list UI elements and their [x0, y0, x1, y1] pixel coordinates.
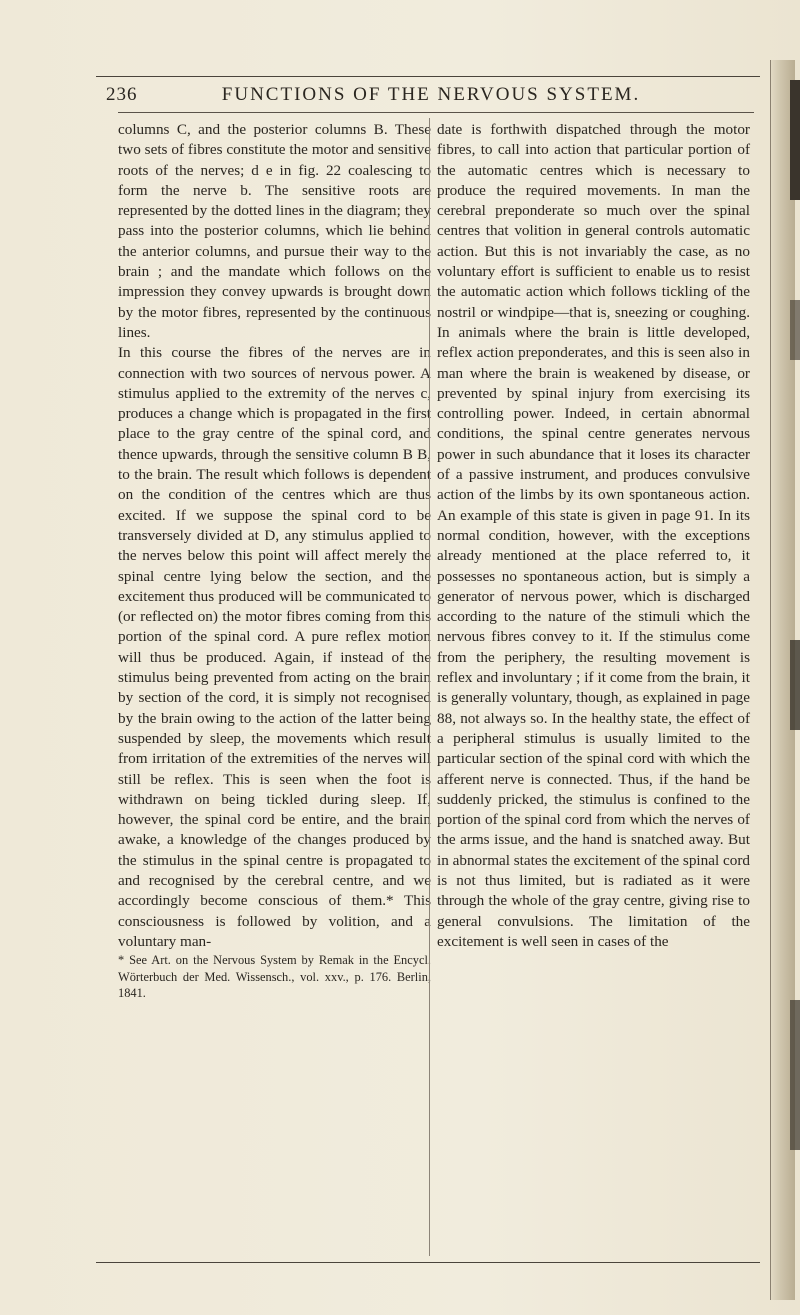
edge-shadow-mark — [790, 1000, 800, 1150]
footnote: * See Art. on the Nervous System by Remak in the Encycl. Wörterbuch der Med. Wissensch., vol. xxv., p. 176. Berlin, 1841. — [118, 953, 431, 1000]
page-number: 236 — [106, 84, 138, 105]
top-border-line — [96, 76, 760, 77]
left-column — [118, 120, 431, 1001]
right-column — [437, 120, 750, 952]
right-paragraph-1: date is forthwith dispatched through the motor fibres, to call into action that particular portion of the automatic centres which is necessary to produce the required movements. In man the cerebral preponderate so much over the spinal centres that volition in general controls automatic action. But this is not invariably the case, as no voluntary effort is sufficient to enable us to resist the automatic action which follows tickling of the nostril or windpipe—that is, sneezing or coughing. In animals where the brain is little developed, reflex action preponderates, and this is seen also in man where the brain is weakened by disease, or prevented by spinal injury from exercising its controlling power. Indeed, in certain abnormal conditions, the spinal centre generates nervous power in such abundance that it loses its character of a passive instrument, and produces convulsive action of the limbs by its own spontaneous action. An example of this state is given in page 91. In its normal condition, however, with the exceptions already mentioned at the place referred to, it possesses no spontaneous action, but is simply a generator of nervous power, which is discharged according to the nature of the stimuli which the nervous fibres convey to it. If the stimulus come from the periphery, the resulting movement is reflex and involuntary ; if it come from the brain, it is generally voluntary, though, as explained in page 88, not always so. In the healthy state, the effect of a peripheral stimulus is usually limited to the particular section of the spinal cord with which the afferent nerve is connected. Thus, if the hand be suddenly pricked, the stimulus is confined to the portion of the spinal cord from which the nerves of the arms issue, and the hand is snatched away. But in abnormal states the excitement of the spinal cord is not thus limited, but is radiated as it were through the whole of the gray centre, giving rise to general convulsions. The limitation of the excitement is well seen in cases of the — [437, 121, 750, 950]
page-header — [106, 84, 756, 114]
edge-shadow-mark — [790, 80, 800, 200]
bottom-border-line — [96, 1262, 760, 1263]
header-rule — [118, 112, 754, 113]
left-paragraph-1: columns C, and the posterior columns B. These two sets of fibres constitute the motor and sensitive roots of the nerves; d e in fig. 22 coalescing to form the nerve b. The sensitive roots are represented by the dotted lines in the diagram; they pass into the posterior columns, which lie behind the anterior columns, and pursue their way to the brain ; and the mandate which follows on the impression they convey upwards is brought down by the motor fibres, represented by the continuous lines. — [118, 121, 431, 341]
edge-shadow-mark — [790, 640, 800, 730]
column-divider — [429, 118, 430, 1256]
edge-shadow-mark — [790, 300, 800, 360]
left-paragraph-2: In this course the fibres of the nerves are in connection with two sources of nervous power. A stimulus applied to the extremity of the nerves c, produces a change which is propagated in the first place to the gray centre of the spinal cord, and thence upwards, through the sensitive column B B, to the brain. The result which follows is dependent on the condition of the centres which are thus excited. If we suppose the spinal cord to be transversely divided at D, any stimulus applied to the nerves below this point will affect merely the spinal centre lying below the section, and the excitement thus produced will be communicated to (or reflected on) the motor fibres coming from this portion of the spinal cord. A pure reflex motion will thus be produced. Again, if instead of the stimulus being prevented from acting on the brain by section of the cord, it is simply not recognised by the brain owing to the action of the latter being suspended by sleep, the movements which result from irritation of the extremities of the nerves will still be reflex. This is seen when the foot is withdrawn on being tickled during sleep. If, however, the spinal cord be entire, and the brain awake, a knowledge of the changes produced by the stimulus in the spinal centre is propagated to and recognised by the cerebral centre, and we accordingly become conscious of them.* This consciousness is followed by volition, and a voluntary man- — [118, 344, 431, 950]
running-title: FUNCTIONS OF THE NERVOUS SYSTEM. — [221, 84, 641, 105]
